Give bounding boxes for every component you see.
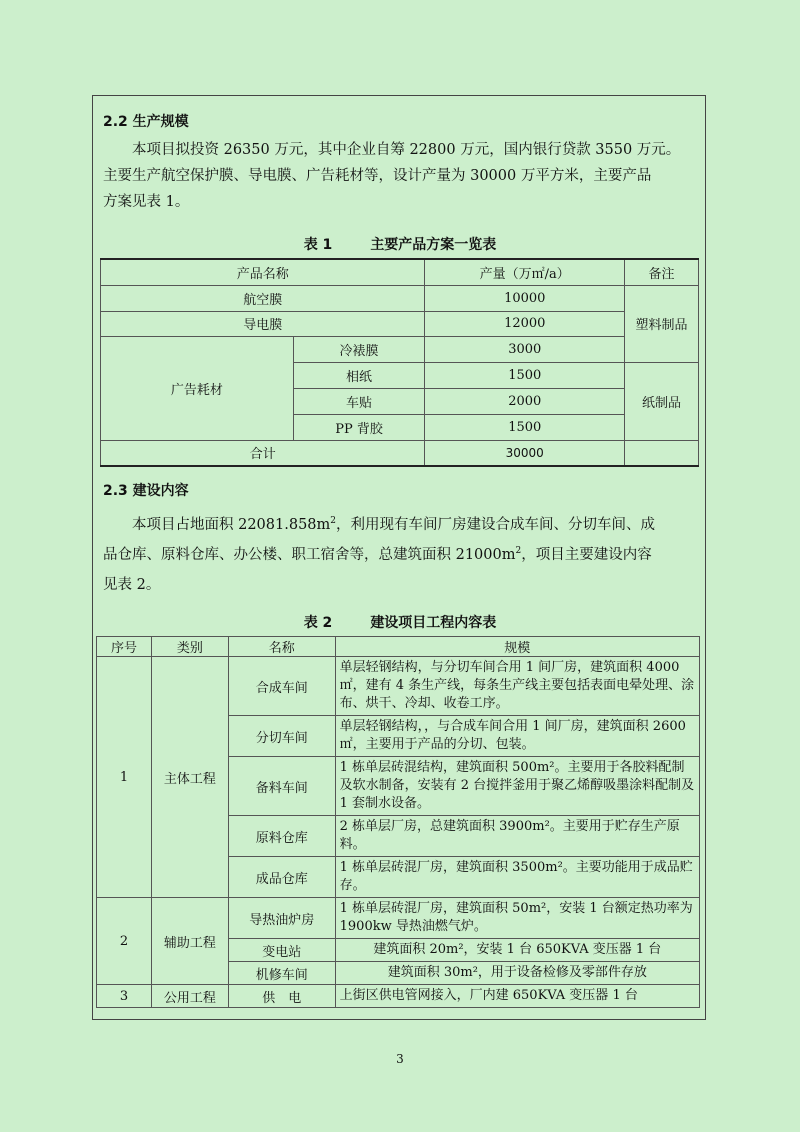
item-name: 机修车间 <box>228 962 335 985</box>
group-category: 主体工程 <box>151 657 228 898</box>
product-name: 航空膜 <box>101 285 425 311</box>
table-row <box>97 657 700 716</box>
table-row <box>101 311 699 337</box>
product-name: 冷裱膜 <box>293 337 425 363</box>
product-output: 12000 <box>425 311 625 337</box>
item-scale: 建筑面积 30m²，用于设备检修及零部件存放 <box>335 962 699 985</box>
header-note: 备注 <box>625 259 699 285</box>
group-no: 3 <box>97 985 152 1008</box>
item-name: 原料仓库 <box>228 816 335 857</box>
item-scale: 1 栋单层砖混厂房，建筑面积 50m²，安装 1 台额定热功率为 1900kw 导热油燃气炉。 <box>335 898 699 939</box>
item-name: 变电站 <box>228 939 335 962</box>
group-no: 2 <box>97 898 152 985</box>
group-no: 1 <box>97 657 152 898</box>
paragraph-line: 方案见表 1。 <box>103 194 190 210</box>
section-heading-2-2: 2.2 生产规模 <box>103 114 189 130</box>
total-note <box>625 440 699 466</box>
product-output: 1500 <box>425 363 625 389</box>
product-name: 车贴 <box>293 388 425 414</box>
item-scale: 1 栋单层砖混结构，建筑面积 500m²。主要用于各胶料配制及软水制备，安装有 2 台搅拌釜用于聚乙烯醇吸墨涂料配制及 1 套制水设备。 <box>335 757 699 816</box>
item-name: 供 电 <box>228 985 335 1008</box>
product-output: 3000 <box>425 337 625 363</box>
group-category: 辅助工程 <box>151 898 228 985</box>
product-output: 10000 <box>425 285 625 311</box>
item-name: 分切车间 <box>228 716 335 757</box>
project-content-table <box>96 636 700 1008</box>
product-output: 1500 <box>425 414 625 440</box>
item-scale: 上街区供电管网接入，厂内建 650KVA 变压器 1 台 <box>335 985 699 1008</box>
paragraph-line: 见表 2。 <box>103 577 161 593</box>
product-output: 2000 <box>425 388 625 414</box>
item-scale: 2 栋单层厂房，总建筑面积 3900m²。主要用于贮存生产原料。 <box>335 816 699 857</box>
table-row <box>101 337 699 363</box>
table-header-row <box>97 637 700 657</box>
item-scale: 单层轻钢结构，与分切车间合用 1 间厂房，建筑面积 4000㎡，建有 4 条生产线，每条生产线主要包括表面电晕处理、涂布、烘干、冷却、收卷工序。 <box>335 657 699 716</box>
item-scale: 单层轻钢结构，，与合成车间合用 1 间厂房，建筑面积 2600㎡，主要用于产品的分切、包装。 <box>335 716 699 757</box>
table2-caption-number: 表 2 <box>303 615 333 631</box>
product-name: 导电膜 <box>101 311 425 337</box>
table-row <box>97 985 700 1008</box>
paragraph-line: 本项目占地面积 $22081.858m^2$，利用现有车间厂房建设合成车间、分切车间、成 <box>132 516 656 533</box>
section-heading-2-3: 2.3 建设内容 <box>103 483 189 499</box>
paragraph-line: 主要生产航空保护膜、导电膜、广告耗材等，设计产量为 30000 万平方米，主要产品 <box>103 168 652 184</box>
page-number: 3 <box>396 1052 404 1066</box>
header-product-name: 产品名称 <box>101 259 425 285</box>
product-name: PP 背胶 <box>293 414 425 440</box>
item-scale: 建筑面积 20m²，安装 1 台 650KVA 变压器 1 台 <box>335 939 699 962</box>
item-name: 合成车间 <box>228 657 335 716</box>
table-header-row <box>101 259 699 285</box>
product-name: 相纸 <box>293 363 425 389</box>
total-value: 30000 <box>425 440 625 466</box>
product-group: 广告耗材 <box>101 337 294 440</box>
table-row <box>101 285 699 311</box>
table2-caption-title: 建设项目工程内容表 <box>370 615 497 631</box>
paragraph-line: 品仓库、原料仓库、办公楼、职工宿舍等，总建筑面积 $21000m^2$，项目主要建设内容 <box>103 546 652 563</box>
group-category: 公用工程 <box>151 985 228 1008</box>
header-category: 类别 <box>151 637 228 657</box>
total-row <box>101 440 699 466</box>
product-note: 纸制品 <box>625 363 699 440</box>
product-note: 塑料制品 <box>625 285 699 362</box>
paragraph-construction <box>103 510 699 600</box>
product-table <box>100 258 699 467</box>
table1-caption-title: 主要产品方案一览表 <box>370 237 497 253</box>
total-label: 合计 <box>101 440 425 466</box>
item-scale: 1 栋单层砖混厂房，建筑面积 3500m²。主要功能用于成品贮存。 <box>335 857 699 898</box>
table-row <box>97 898 700 939</box>
header-no: 序号 <box>97 637 152 657</box>
item-name: 导热油炉房 <box>228 898 335 939</box>
item-name: 备料车间 <box>228 757 335 816</box>
paragraph-line: 本项目拟投资 26350 万元，其中企业自筹 22800 万元，国内银行贷款 3550 万元。 <box>132 142 681 158</box>
paragraph-production-scale <box>103 137 699 215</box>
item-name: 成品仓库 <box>228 857 335 898</box>
table1-caption-number: 表 1 <box>303 237 333 253</box>
header-output: 产量（万㎡/a） <box>425 259 625 285</box>
table1-caption <box>100 234 700 254</box>
header-scale: 规模 <box>335 637 699 657</box>
table2-caption <box>100 612 700 632</box>
header-name: 名称 <box>228 637 335 657</box>
